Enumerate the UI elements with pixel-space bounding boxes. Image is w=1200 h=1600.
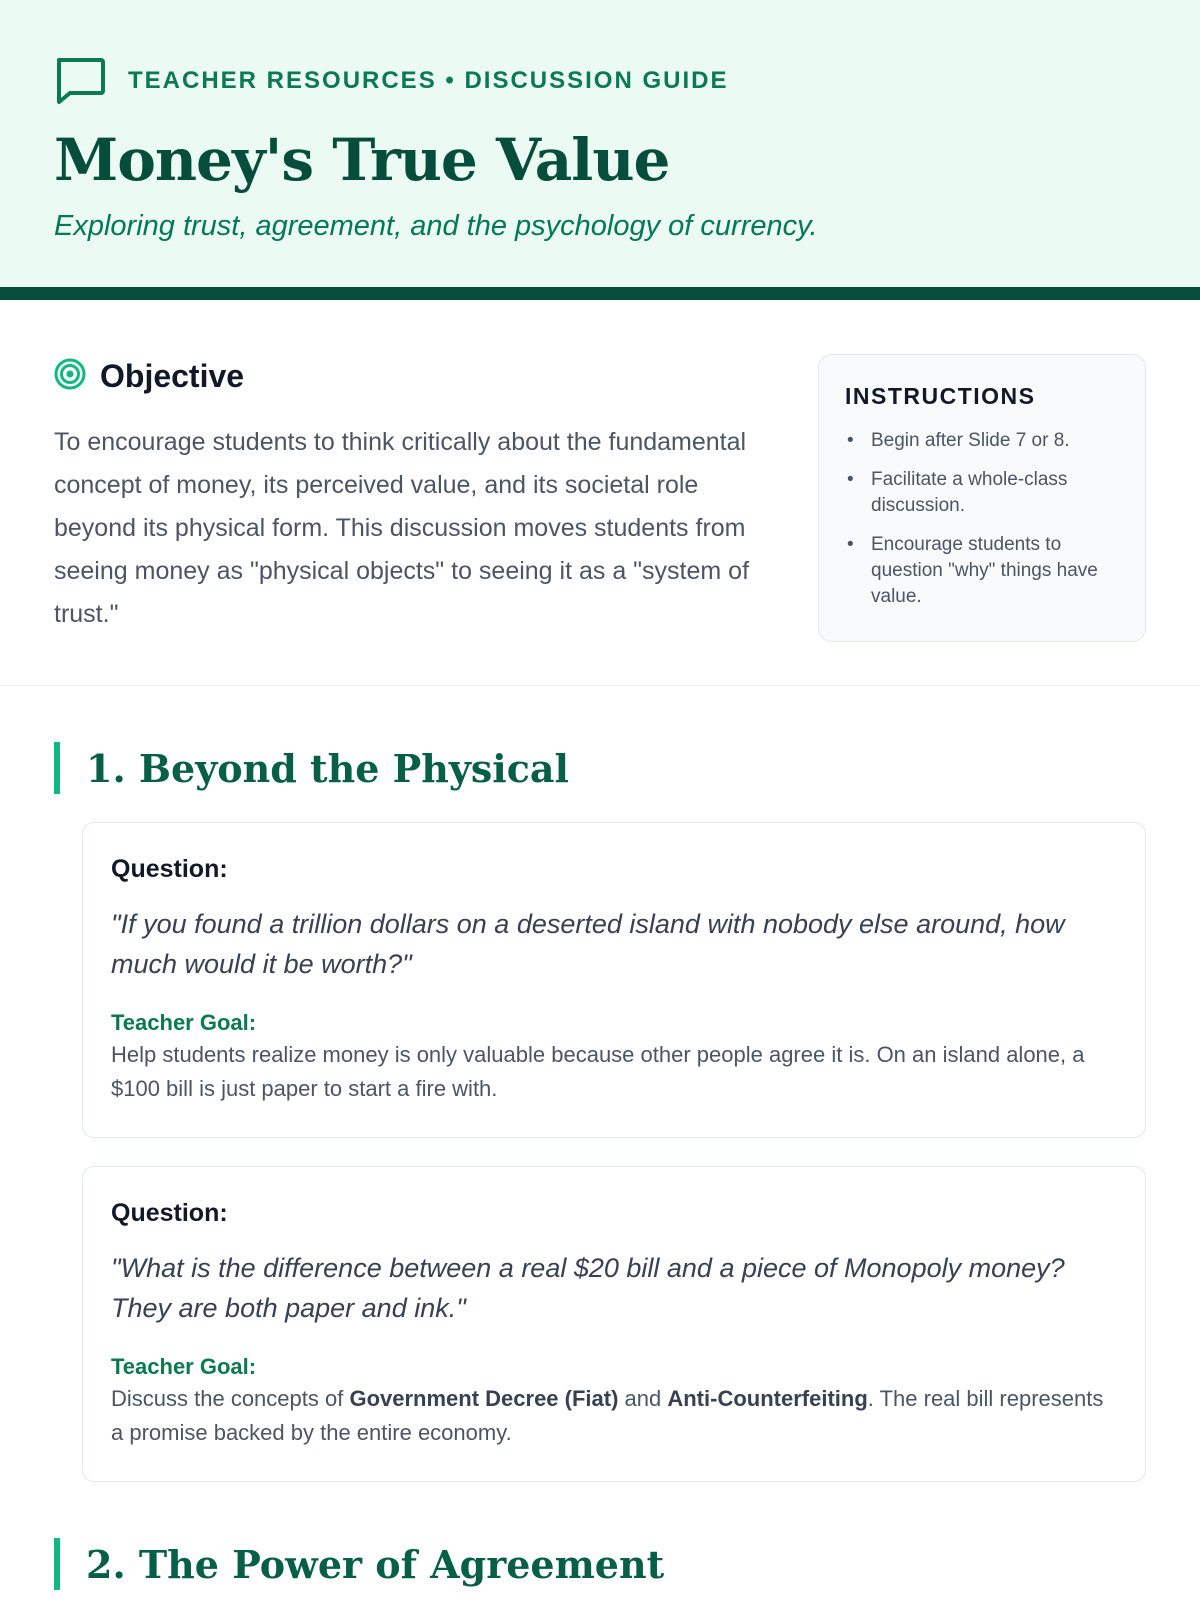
section-beyond-physical	[0, 742, 1200, 1482]
question-label: Question:	[111, 855, 228, 883]
question-text: "If you found a trillion dollars on a deserted island with nobody else around, how much would it be worth?"	[111, 909, 1065, 979]
question-card	[82, 1166, 1146, 1482]
goal-text-part: . The real bill represents a promise backed by the entire economy.	[111, 1386, 1104, 1445]
question-label: Question:	[111, 1199, 228, 1227]
header-banner	[0, 0, 1200, 300]
teacher-goal-text	[111, 1382, 1119, 1450]
section-title: 2. The Power of Agreement	[86, 1541, 665, 1587]
section-heading	[54, 742, 1146, 794]
instructions-title: INSTRUCTIONS	[845, 383, 1036, 409]
objective-heading	[54, 358, 774, 395]
teacher-goal-label: Teacher Goal:	[111, 1010, 257, 1035]
section-power-of-agreement	[0, 1538, 1200, 1590]
section-title: 1. Beyond the Physical	[86, 745, 569, 791]
goal-text-part: and	[618, 1386, 668, 1411]
objective-body: To encourage students to think critically about the fundamental concept of money, its perceived value, and its societal role beyond its physical form. This discussion moves students from seeing money as "physical objects" to seeing it as a "system of trust."	[54, 428, 750, 628]
goal-text-part: Discuss the concepts of	[111, 1386, 350, 1411]
question-card	[82, 822, 1146, 1138]
term-anti-counterfeiting: Anti-Counterfeiting	[667, 1386, 868, 1411]
instruction-item: • Encourage students to question "why" things have value.	[845, 532, 1119, 610]
objective-title: Objective	[100, 358, 245, 394]
target-icon	[54, 358, 86, 395]
term-fiat: Government Decree (Fiat)	[349, 1386, 619, 1411]
kicker-row	[54, 56, 1146, 106]
page-subtitle: Exploring trust, agreement, and the psychology of currency.	[54, 210, 818, 242]
instruction-item: • Begin after Slide 7 or 8.	[845, 428, 1119, 454]
page-title: Money's True Value	[54, 126, 670, 194]
chat-bubble-icon	[54, 56, 106, 106]
kicker-text: TEACHER RESOURCES • DISCUSSION GUIDE	[128, 67, 729, 94]
teacher-goal-label: Teacher Goal:	[111, 1354, 257, 1379]
instructions-list	[845, 428, 1119, 610]
objective-section	[0, 300, 1200, 686]
question-text: "What is the difference between a real $20 bill and a piece of Monopoly money? They are both paper and ink."	[111, 1253, 1065, 1323]
instruction-item: • Facilitate a whole-class discussion.	[845, 467, 1119, 519]
section-heading	[54, 1538, 1146, 1590]
instructions-card	[818, 354, 1146, 642]
objective-block	[54, 354, 774, 685]
teacher-goal-text: Help students realize money is only valuable because other people agree it is. On an island alone, a $100 bill is just paper to start a fire with.	[111, 1042, 1085, 1101]
